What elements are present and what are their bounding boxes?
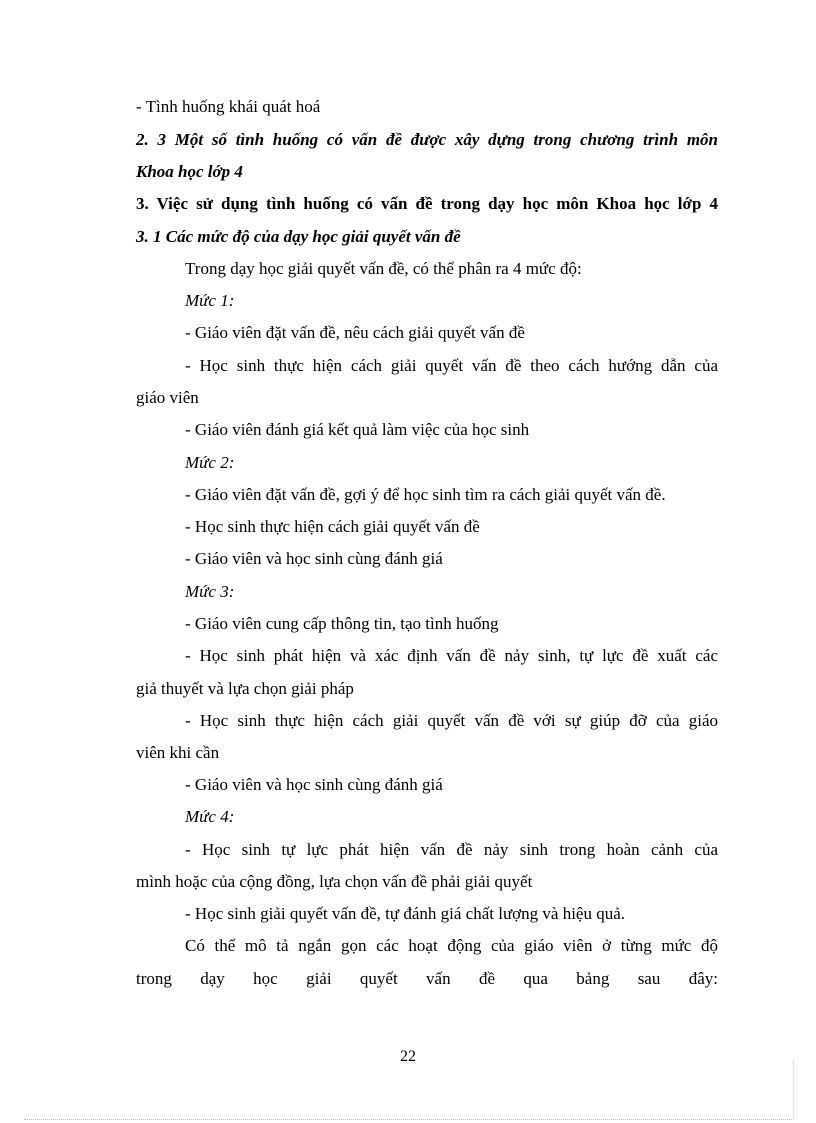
page-number: 22 bbox=[400, 1048, 416, 1065]
page-edge-divider bbox=[793, 1060, 794, 1120]
bullet-text: - Giáo viên và học sinh cùng đánh giá bbox=[185, 775, 443, 794]
chapter-heading: 3. Việc sử dụng tình huống có vấn đề trong dạy học môn Khoa học lớp 4 bbox=[136, 194, 718, 213]
bullet-text: - Học sinh thực hiện cách giải quyết vấn đề với sự giúp đỡ của giáo bbox=[185, 711, 718, 730]
section-heading-continuation: Khoa học lớp 4 bbox=[136, 162, 243, 181]
bullet-text: - Giáo viên cung cấp thông tin, tạo tình huống bbox=[185, 614, 499, 633]
level-label: Mức 1: bbox=[185, 291, 235, 310]
bullet-text: - Học sinh giải quyết vấn đề, tự đánh giá chất lượng và hiệu quả. bbox=[185, 904, 626, 923]
paragraph-text: Có thể mô tả ngắn gọn các hoạt động của giáo viên ở từng mức độ bbox=[185, 936, 718, 955]
level-label: Mức 4: bbox=[185, 807, 235, 826]
bullet-text: - Học sinh thực hiện cách giải quyết vấn đề bbox=[185, 517, 480, 536]
page-bottom-divider bbox=[24, 1119, 792, 1120]
bullet-text: - Giáo viên đặt vấn đề, gợi ý để học sinh tìm ra cách giải quyết vấn đề. bbox=[185, 485, 666, 504]
bullet-text: - Học sinh phát hiện và xác định vấn đề nảy sinh, tự lực đề xuất các bbox=[185, 646, 718, 665]
bullet-text-continuation: mình hoặc của cộng đồng, lựa chọn vấn đề phải giải quyết bbox=[136, 872, 533, 891]
level-label: Mức 2: bbox=[185, 453, 235, 472]
section-heading: 2. 3 Một số tình huống có vấn đề được xây dựng trong chương trình môn bbox=[136, 130, 718, 149]
subsection-heading: 3. 1 Các mức độ của dạy học giải quyết vấn đề bbox=[136, 227, 461, 246]
bullet-text: - Tình huống khái quát hoá bbox=[136, 97, 321, 116]
bullet-text: - Giáo viên đánh giá kết quả làm việc của học sinh bbox=[185, 420, 530, 439]
bullet-text-continuation: giáo viên bbox=[136, 388, 199, 407]
paragraph-text-continuation: trong dạy học giải quyết vấn đề qua bảng sau đây: bbox=[136, 969, 718, 988]
bullet-text: - Học sinh tự lực phát hiện vấn đề nảy sinh trong hoàn cảnh của bbox=[185, 840, 718, 859]
paragraph-text: Trong dạy học giải quyết vấn đề, có thể phân ra 4 mức độ: bbox=[185, 259, 582, 278]
bullet-text: - Giáo viên và học sinh cùng đánh giá bbox=[185, 549, 443, 568]
bullet-text-continuation: giả thuyết và lựa chọn giải pháp bbox=[136, 679, 354, 698]
bullet-text-continuation: viên khi cần bbox=[136, 743, 220, 762]
bullet-text: - Học sinh thực hiện cách giải quyết vấn đề theo cách hướng dẫn của bbox=[185, 356, 718, 375]
level-label: Mức 3: bbox=[185, 582, 235, 601]
bullet-text: - Giáo viên đặt vấn đề, nêu cách giải quyết vấn đề bbox=[185, 323, 525, 342]
